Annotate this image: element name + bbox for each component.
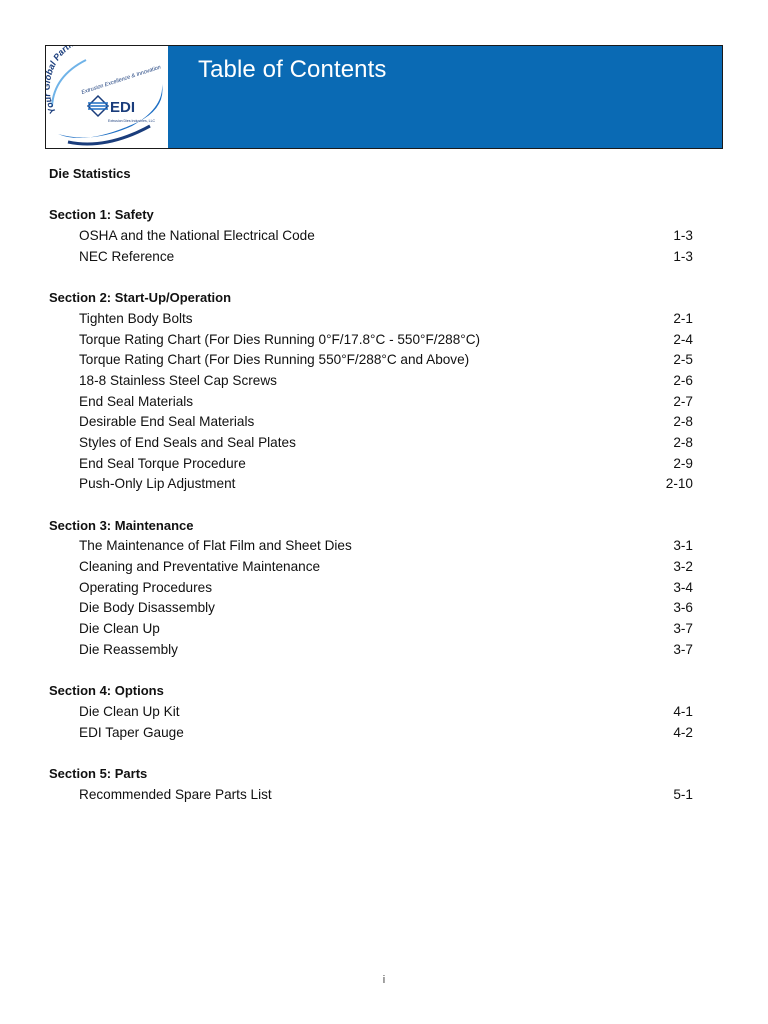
toc-entry[interactable]	[49, 350, 693, 371]
toc-entry-label: Styles of End Seals and Seal Plates	[79, 434, 296, 450]
toc-entry-page: 3-1	[673, 538, 693, 554]
toc-entry[interactable]	[49, 226, 693, 247]
toc-entry-page: 5-1	[673, 786, 693, 802]
toc-entry-label: Desirable End Seal Materials	[79, 414, 255, 430]
logo-sub-text: Extrusion Excellence & Innovation	[80, 64, 162, 96]
toc-entry[interactable]	[49, 536, 693, 557]
toc-entry-page: 3-2	[673, 559, 693, 575]
toc-entry-page: 2-7	[673, 393, 693, 409]
section-heading: Section 1: Safety	[49, 207, 154, 223]
toc-entry-label: Die Clean Up	[79, 621, 160, 637]
toc-entry-page: 3-7	[673, 621, 693, 637]
toc-entry-label: End Seal Materials	[79, 393, 194, 409]
toc-entry-label: Tighten Body Bolts	[79, 310, 193, 326]
section-heading: Section 4: Options	[49, 683, 164, 699]
section-heading: Section 5: Parts	[49, 765, 148, 781]
toc-entry-page: 4-2	[673, 724, 693, 740]
toc-entry[interactable]	[49, 702, 693, 723]
toc-entry-page: 2-10	[665, 476, 693, 492]
logo-brand: EDI	[110, 99, 136, 116]
toc-entry-page: 3-4	[673, 579, 693, 595]
toc-entry[interactable]	[49, 557, 693, 578]
toc-entry-page: 2-4	[673, 331, 693, 347]
toc-entry[interactable]	[49, 454, 693, 475]
toc-entry-page: 2-5	[673, 352, 693, 368]
toc-entry[interactable]	[49, 619, 693, 640]
page-number: i	[382, 974, 386, 986]
toc-entry[interactable]	[49, 371, 693, 392]
toc-entry-page: 3-7	[673, 641, 693, 657]
toc-entry-page: 2-6	[673, 372, 693, 388]
toc-entry-page: 1-3	[673, 228, 693, 244]
toc-entry[interactable]	[49, 433, 693, 454]
toc-entry-label: EDI Taper Gauge	[79, 724, 184, 740]
toc-entry-page: 2-8	[673, 414, 693, 430]
page-title: Table of Contents	[198, 56, 387, 83]
toc-entry-label: Die Reassembly	[79, 641, 178, 657]
toc-entry-label: End Seal Torque Procedure	[79, 455, 246, 471]
toc-entry-label: Die Body Disassembly	[79, 600, 215, 616]
toc-entry-label: OSHA and the National Electrical Code	[79, 228, 315, 244]
toc-entry-label: Die Clean Up Kit	[79, 703, 180, 719]
toc-entry-label: The Maintenance of Flat Film and Sheet Dies	[79, 538, 352, 554]
toc-preface: Die Statistics	[49, 166, 131, 181]
toc-entry[interactable]	[49, 309, 693, 330]
toc-entry[interactable]	[49, 474, 693, 495]
toc-entry-page: 2-9	[673, 455, 693, 471]
toc-entry[interactable]	[49, 330, 693, 351]
toc-entry-page: 2-8	[673, 434, 693, 450]
edi-logo	[46, 46, 168, 148]
logo-company: Extrusion Dies Industries, LLC	[108, 119, 156, 123]
document-header	[45, 45, 723, 149]
toc-entry-page: 4-1	[673, 703, 693, 719]
toc-entry-page: 2-1	[673, 310, 693, 326]
toc-entry-label: Operating Procedures	[79, 579, 212, 595]
toc-entry-label: 18-8 Stainless Steel Cap Screws	[79, 372, 277, 388]
toc-entry-page: 3-6	[673, 600, 693, 616]
toc-entry[interactable]	[49, 723, 693, 744]
toc-entry-label: Recommended Spare Parts List	[79, 786, 272, 802]
section-heading: Section 2: Start-Up/Operation	[49, 290, 232, 306]
toc-entry-page: 1-3	[673, 248, 693, 264]
logo-arc-text: Y al Part	[46, 46, 71, 116]
toc-entry[interactable]	[49, 412, 693, 433]
edi-logo-icon	[46, 46, 168, 148]
toc-entry[interactable]	[49, 392, 693, 413]
toc-entry-label: NEC Reference	[79, 248, 175, 264]
svg-text:Your Global Partner In	[46, 46, 93, 116]
section-heading: Section 3: Maintenance	[49, 517, 194, 533]
toc-entry-label: Push-Only Lip Adjustment	[79, 476, 236, 492]
title-band	[168, 46, 722, 148]
toc-entry-label: Torque Rating Chart (For Dies Running 550°F/288°C and Above)	[79, 352, 470, 368]
toc-entry[interactable]	[49, 578, 693, 599]
toc-entry-label: Torque Rating Chart (For Dies Running 0°F/17.8°C - 550°F/288°C)	[79, 331, 481, 347]
toc-entry[interactable]	[49, 785, 693, 806]
toc-entry[interactable]	[49, 598, 693, 619]
table-of-contents	[49, 164, 693, 805]
toc-entry[interactable]	[49, 640, 693, 661]
toc-entry-label: Cleaning and Preventative Maintenance	[79, 559, 321, 575]
toc-entry[interactable]	[49, 247, 693, 268]
